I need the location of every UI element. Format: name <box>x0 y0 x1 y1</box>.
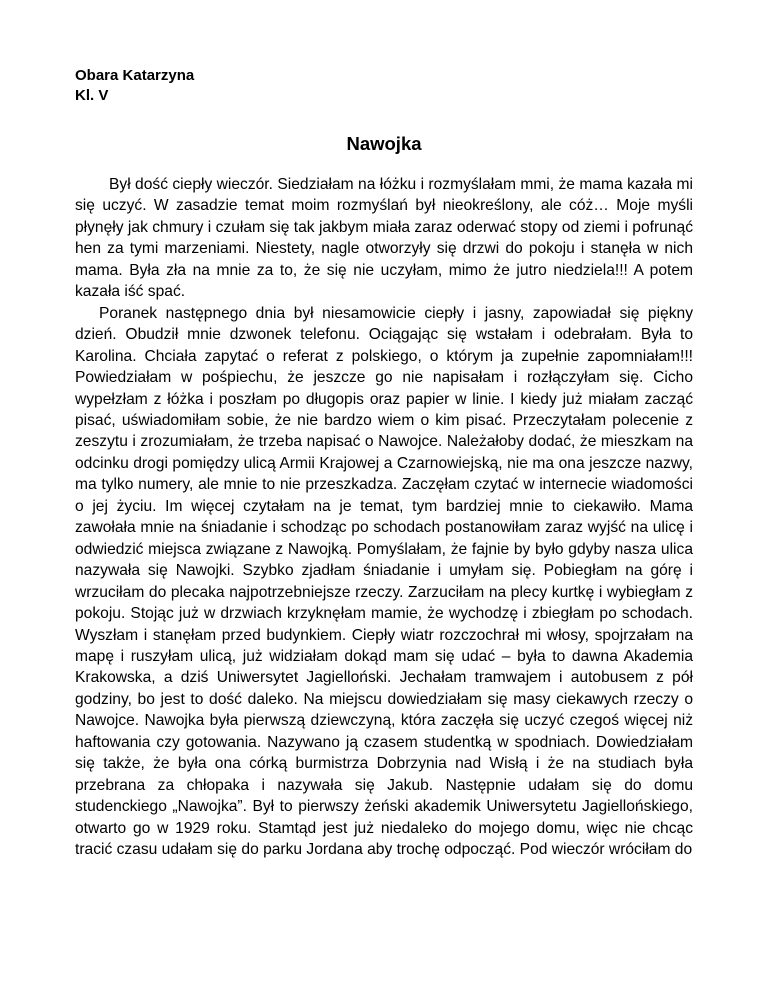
paragraph-2: Poranek następnego dnia był niesamowicie ciepły i jasny, zapowiadał się piękny dzień. Obudził mnie dzwonek telefonu. Ociągając się wstałam i odebrałam. Była to Karolina. Chciała zapytać o referat z polskiego, o którym ja zupełnie zapomniałam!!! Powiedziałam w pośpiechu, że jeszcze go nie napisałam i rozłączyłam się. Cicho wypełzłam z łóżka i poszłam po długopis oraz papier w linie. I kiedy już miałam zacząć pisać, uświadomiłam sobie, że nie bardzo wiem o kim pisać. Przeczytałam polecenie z zeszytu i zrozumiałam, że trzeba napisać o Nawojce. Należałoby dodać, że mieszkam na odcinku drogi pomiędzy ulicą Armii Krajowej a Czarnowiejską, nie ma ona jeszcze nazwy, ma tylko numery, ale mnie to nie przeszkadza. Zaczęłam czytać w internecie wiadomości o jej życiu. Im więcej czytałam na je temat, tym bardziej mnie to ciekawiło. Mama zawołała mnie na śniadanie i schodząc po schodach postanowiłam zaraz wyjść na ulicę i odwiedzić miejsca związane z Nawojką. Pomyślałam, że fajnie by było gdyby nasza ulica nazywała się Nawojki. Szybko zjadłam śniadanie i umyłam się. Pobiegłam na górę i wrzuciłam do plecaka najpotrzebniejsze rzeczy. Zarzuciłam na plecy kurtkę i wybiegłam z pokoju. Stojąc już w drzwiach krzyknęłam mamie, że wychodzę i zbiegłam po schodach. Wyszłam i stanęłam przed budynkiem. Ciepły wiatr rozczochrał mi włosy, spojrzałam na mapę i ruszyłam ulicą, już widziałam dokąd mam się udać – była to dawna Akademia Krakowska, a dziś Uniwersytet Jagielloński. Jechałam tramwajem i autobusem z pół godziny, bo jest to dość daleko. Na miejscu dowiedziałam się masy ciekawych rzeczy o Nawojce. Nawojka była pierwszą dziewczyną, która zaczęła się uczyć czegoś więcej niż haftowania czy gotowania. Nazywano ją czasem studentką w spodniach. Dowiedziałam się także, że była ona córką burmistrza Dobrzynia nad Wisłą i że na studiach była przebrana za chłopaka i nazywała się Jakub. Następnie udałam się do domu studenckiego „Nawojka”. Był to pierwszy żeński akademik Uniwersytetu Jagiellońskiego, otwarto go w 1929 roku. Stamtąd jest już niedaleko do mojego domu, więc nie chcąc tracić czasu udałam się do parku Jordana aby trochę odpocząć. Pod wieczór wróciłam do <box>75 304 693 859</box>
author-name: Obara Katarzyna <box>75 67 195 84</box>
document-page <box>75 66 693 861</box>
document-title: Nawojka <box>346 133 422 154</box>
paragraph-1: Był dość ciepły wieczór. Siedziałam na łóżku i rozmyślałam mmi, że mama kazała mi się uczyć. W zasadzie temat moim rozmyślań był nieokreślony, ale cóż… Moje myśli płynęły jak chmury i czułam się tak jakbym miała zaraz oderwać stopy od ziemi i pofrunąć hen za tymi marzeniami. Niestety, nagle otworzyły się drzwi do pokoju i stanęła w nich mama. Była zła na mnie za to, że się nie uczyłam, mimo że jutro niedziela!!! A potem kazała iść spać. <box>75 176 693 301</box>
class-label: Kl. V <box>75 87 109 104</box>
